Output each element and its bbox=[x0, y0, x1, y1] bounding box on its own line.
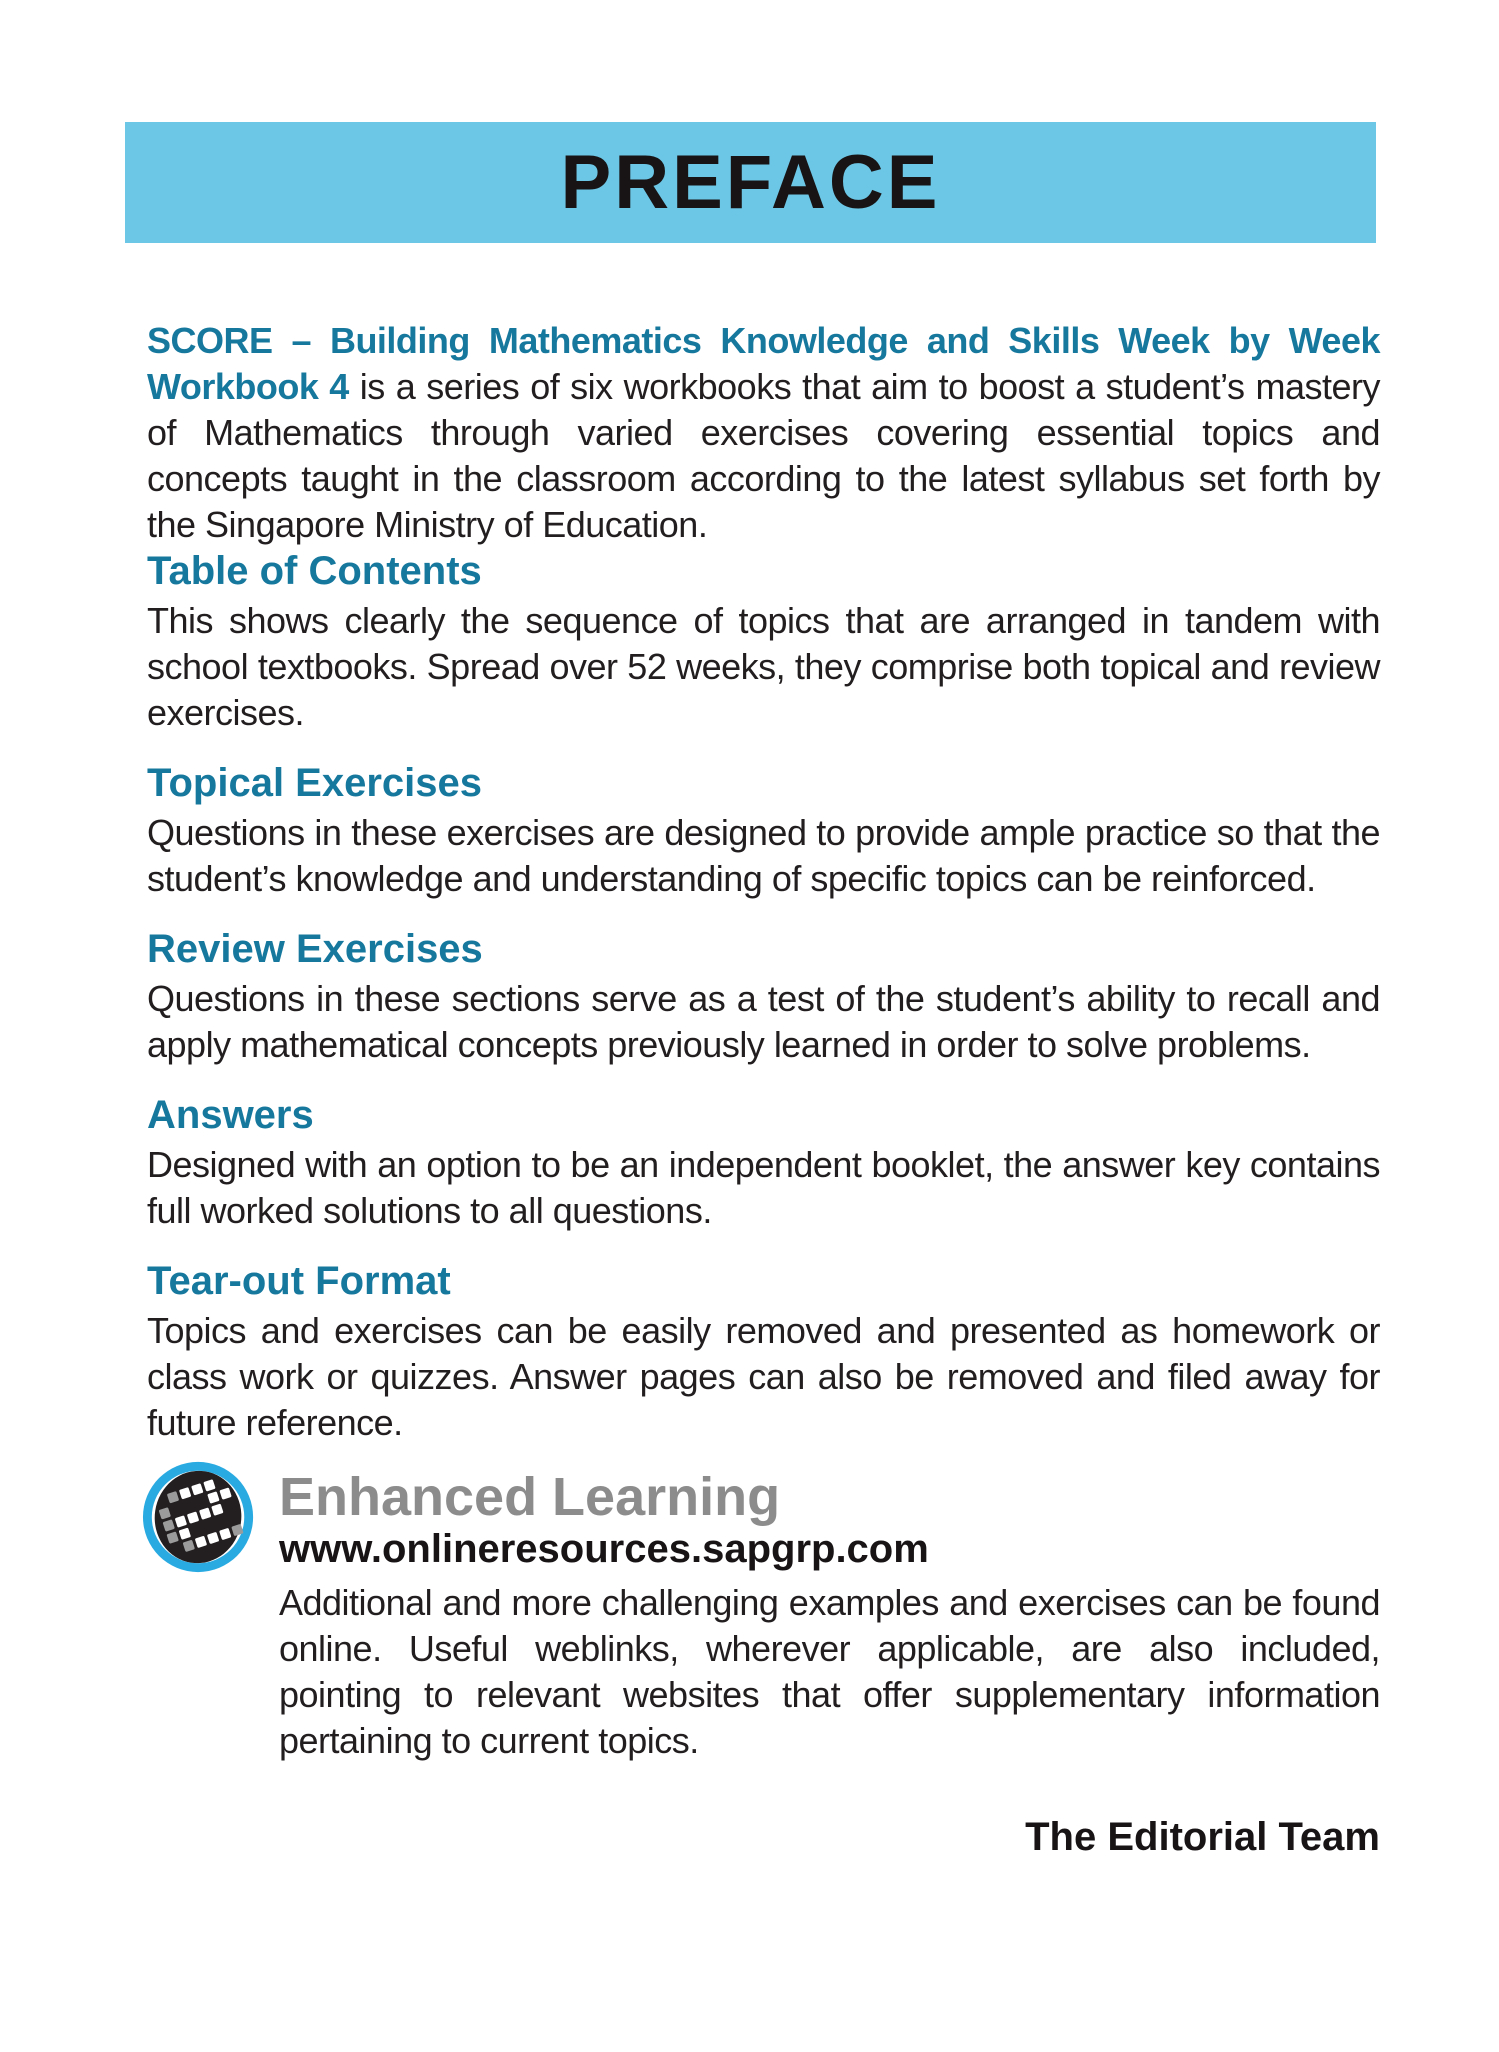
enhanced-learning-pixel-e-icon bbox=[141, 1458, 259, 1576]
enhanced-learning-text bbox=[279, 1458, 1380, 1764]
section-body: Topics and exercises can be easily removed and presented as homework or class work or quizzes. Answer pages can also be removed and filed away for future reference. bbox=[147, 1310, 1380, 1443]
section-answers bbox=[147, 1092, 1380, 1234]
preface-title-band bbox=[125, 122, 1376, 243]
section-tear-out-format bbox=[147, 1258, 1380, 1446]
section-heading: Table of Contents bbox=[147, 549, 482, 593]
section-body: Questions in these exercises are designed to provide ample practice so that the student’s knowledge and understanding of specific topics can be reinforced. bbox=[147, 812, 1380, 899]
intro-paragraph-text: is a series of six workbooks that aim to boost a student’s mastery of Mathematics through varied exercises covering essential topics and concepts taught in the classroom according to the latest syllabus set forth by the Singapore Ministry of Education. bbox=[147, 366, 1380, 545]
enhanced-learning-block bbox=[147, 1458, 1380, 1764]
section-heading: Topical Exercises bbox=[147, 761, 482, 805]
enhanced-learning-body: Additional and more challenging examples and exercises can be found online. Useful weblinks, wherever applicable, are also included, pointing to relevant websites that offer supplementary information pertaining to current topics. bbox=[279, 1582, 1380, 1761]
section-heading: Review Exercises bbox=[147, 927, 483, 971]
editorial-team-signoff: The Editorial Team bbox=[1025, 1815, 1380, 1859]
online-resources-url: www.onlineresources.sapgrp.com bbox=[279, 1527, 929, 1571]
section-review-exercises bbox=[147, 926, 1380, 1068]
section-heading: Answers bbox=[147, 1093, 314, 1137]
section-body: Designed with an option to be an independent booklet, the answer key contains full worked solutions to all questions. bbox=[147, 1144, 1380, 1231]
page-title: PREFACE bbox=[560, 140, 941, 225]
page-content bbox=[147, 318, 1380, 1860]
section-heading: Tear-out Format bbox=[147, 1259, 451, 1303]
enhanced-learning-heading: Enhanced Learning bbox=[279, 1467, 781, 1527]
section-topical-exercises bbox=[147, 760, 1380, 902]
section-body: Questions in these sections serve as a test of the student’s ability to recall and apply mathematical concepts previously learned in order to solve problems. bbox=[147, 978, 1380, 1065]
section-table-of-contents bbox=[147, 548, 1380, 736]
section-body: This shows clearly the sequence of topics that are arranged in tandem with school textbooks. Spread over 52 weeks, they comprise both topical and review exercises. bbox=[147, 600, 1380, 733]
intro-paragraph bbox=[147, 318, 1380, 548]
series-title-text: SCORE – Building Mathematics Knowledge and Skills Week by Week Workbook 4 bbox=[147, 320, 1380, 407]
